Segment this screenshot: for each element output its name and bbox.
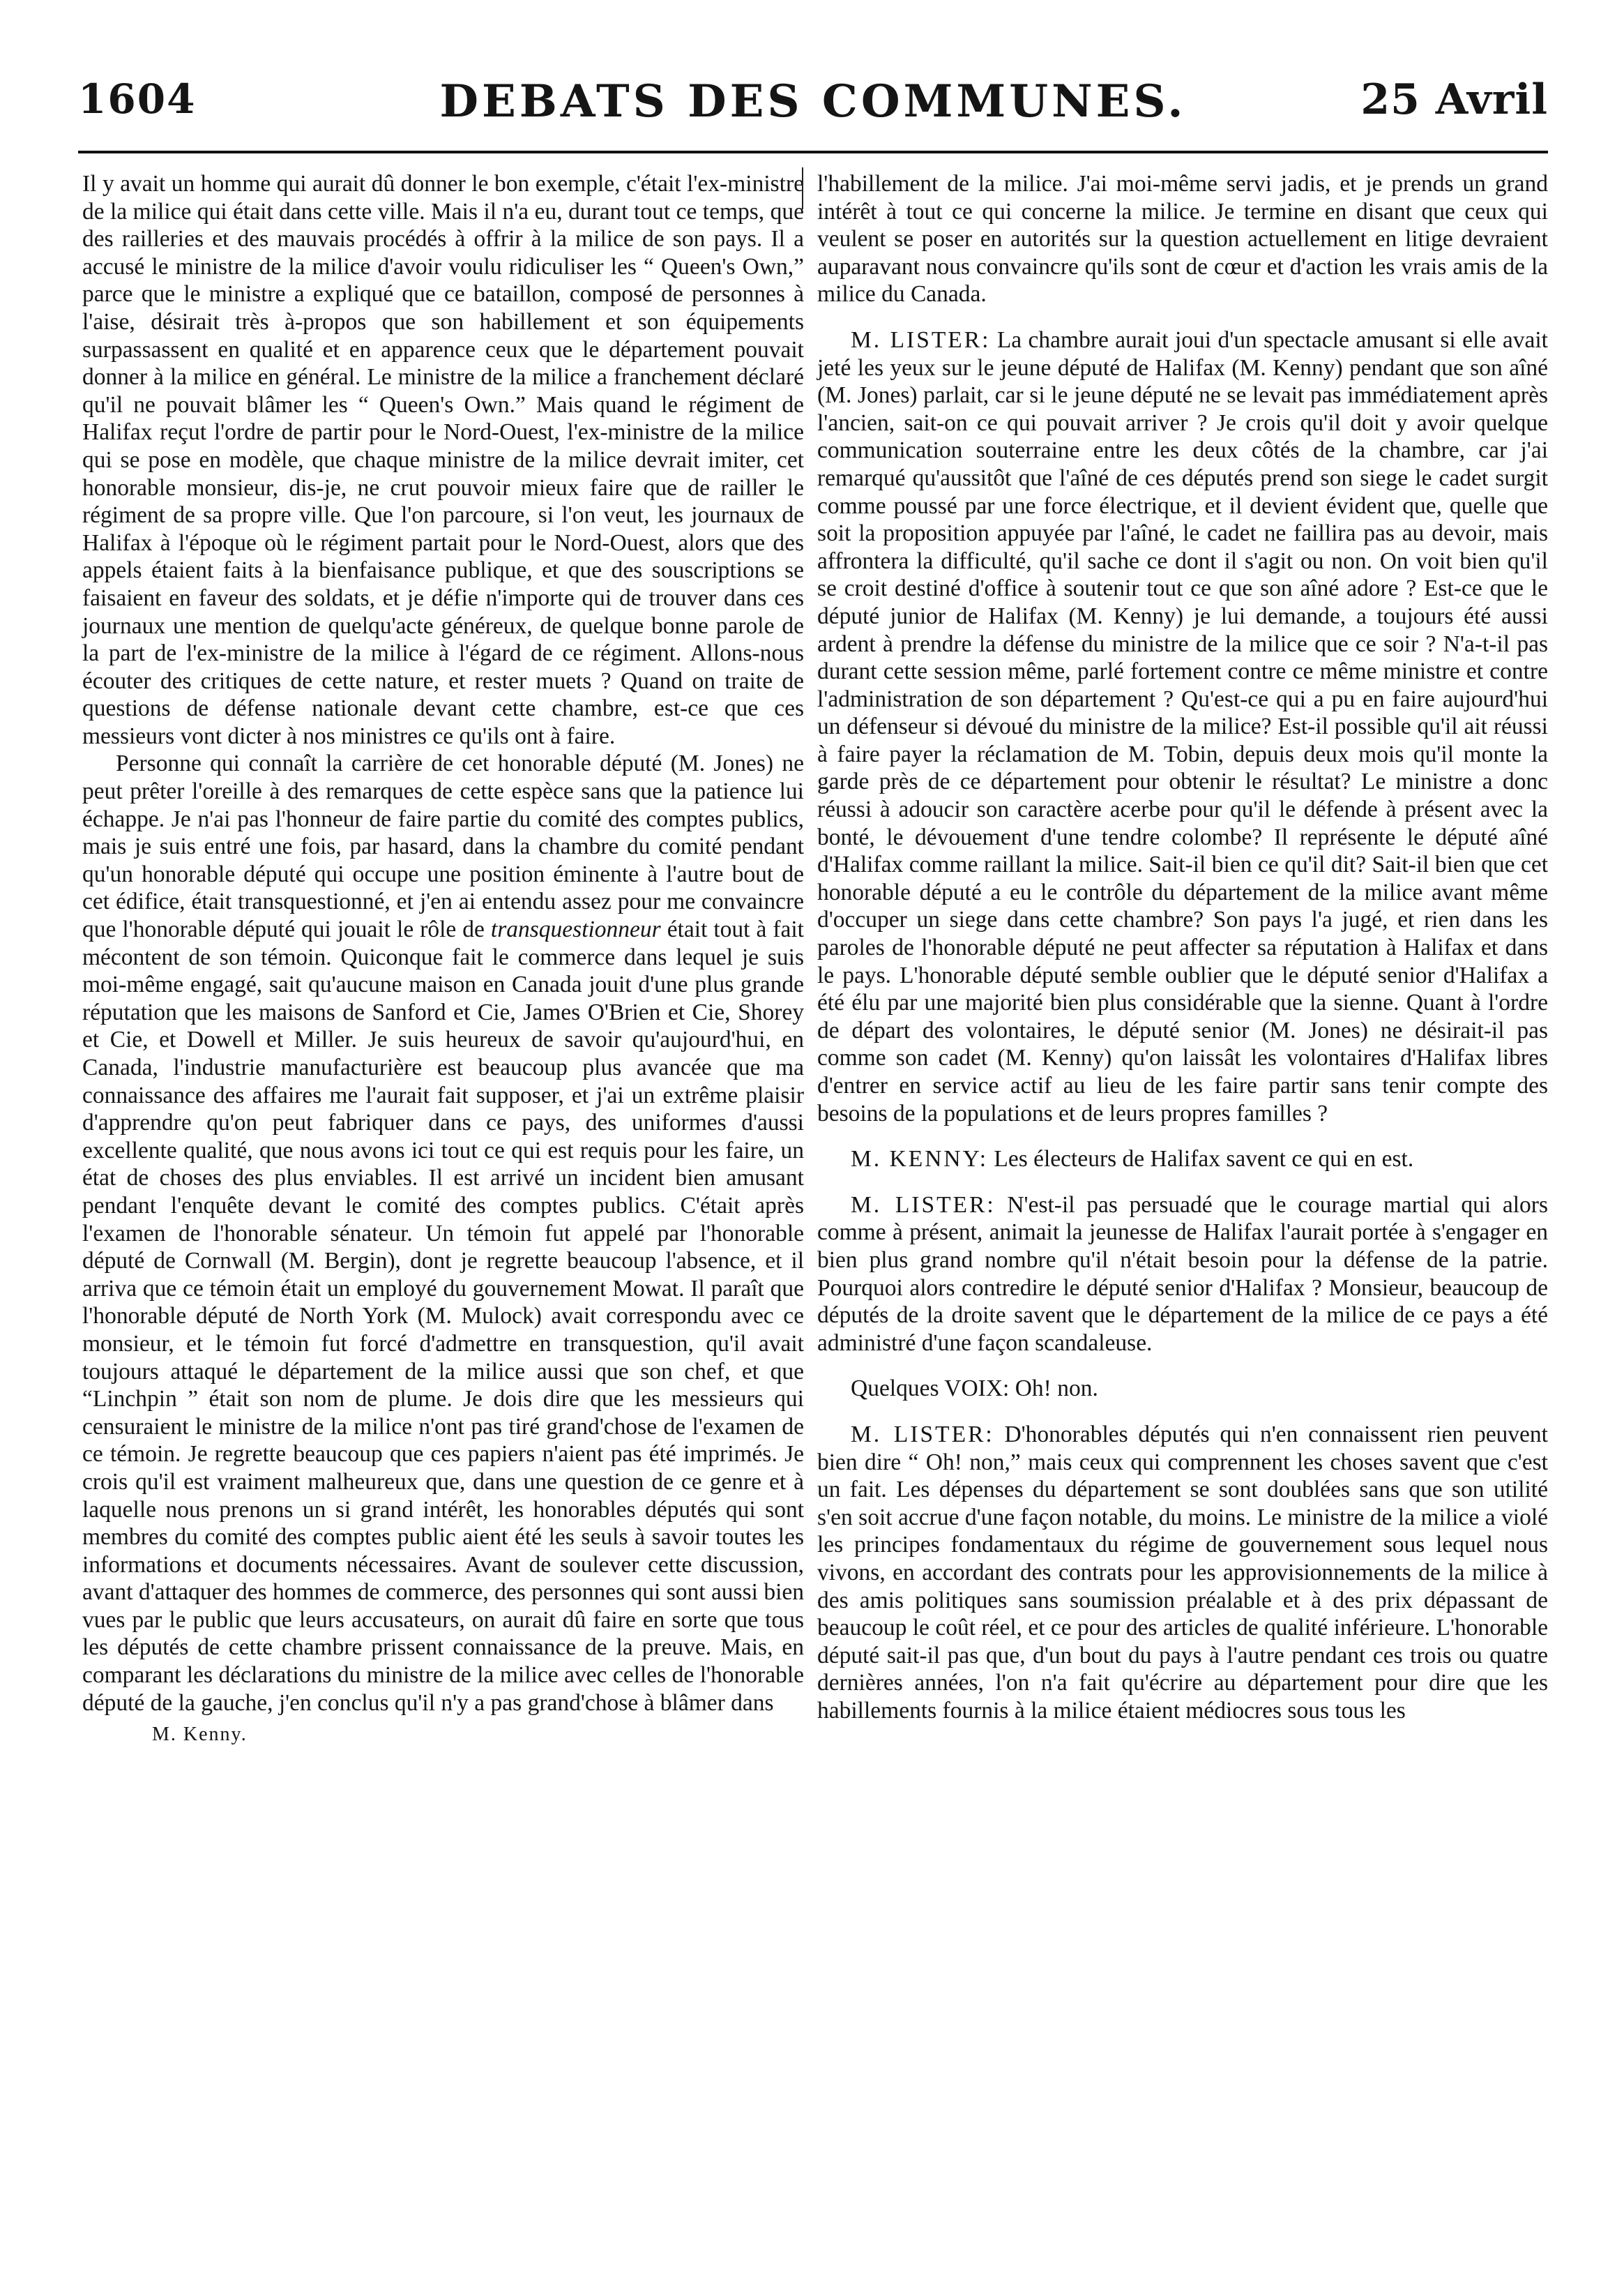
page-title: DEBATS DES COMMUNES. xyxy=(439,75,1187,128)
speaker-name: M. LISTER: xyxy=(851,326,991,353)
speaker-name: M. KENNY: xyxy=(851,1146,989,1173)
left-paragraph-2-text-b: était tout à fait mécontent de son témoin. Quiconque fait le commerce dans lequel je suis moi-même engagé, sait qu'aucune maison en Canada jouit d'une plus grande réputation que les maisons de Sanford et Cie, James O'Brien et Cie, Shorey et Cie, et Dowell et Miller. Je suis heureux de savoir qu'aujourd'hui, en Canada, l'industrie manufacturière est beaucoup plus avancée que ma connaissance des affaires me l'aurait fait supposer, et j'ai un extrême plaisir d'apprendre qu'on peut fabriquer dans ce pays, des uniformes d'aussi excellente qualité, que nous avons ici tout ce qui est requis pour les faire, un état de choses des plus enviables. Il est arrivé un incident bien amusant pendant l'enquête devant le comité des comptes publics. C'était après l'examen de l'honorable sénateur. Un témoin fut appelé par l'honorable député de Cornwall (M. Bergin), dont je regrette beaucoup l'absence, et il arriva que ce témoin était un employé du gouvernement Mowat. Il paraît que l'honorable député de North York (M. Mulock) avait correspondu avec ce monsieur, et le témoin fut forcé d'admettre en transquestion, qu'il avait toujours attaqué le département de la milice aussi que son chef, et que “Linchpin ” était son nom de plume. Je dois dire que les messieurs qui censuraient le ministre de la milice n'ont pas tiré grand'chose de l'examen de ce témoin. Je regrette beaucoup que ces papiers n'aient pas été imprimés. Je crois qu'il est vraiment malheureux que, dans une question de ce genre et à laquelle nous prenons un si grand intérêt, les honorables députés qui sont membres du comité des comptes public aient été les seuls à savoir toutes les informations et documents nécessaires. Avant de soulever cette discussion, avant d'attaquer des hommes de commerce, des personnes qui sont aussi bien vues par le public que leurs accusateurs, on aurait dû faire en sorte que tous les députés de cette chambre prissent connaissance de la preuve. Mais, en comparant les déclarations du ministre de la milice avec celles de l'honorable député de la gauche, j'en conclus qu'il n'y a pas grand'chose à blâmer dans xyxy=(82,917,804,1716)
speaker-name: M. LISTER: xyxy=(851,1191,996,1218)
left-paragraph-1: Il y avait un homme qui aurait dû donner le bon exemple, c'était l'ex-ministre de la milice qui était dans cette ville. Mais il n'a eu, durant tout ce temps, que des railleries et des mauvais procédés à offrir à la milice de son pays. Il a accusé le ministre de la milice d'avoir voulu ridiculiser les “ Queen's Own,” parce que le ministre a expliqué que ce bataillon, composé de personnes à l'aise, désirait très à-propos que son habillement et son équipements surpassassent en qualité et en apparence ceux que le département pouvait donner à la milice en général. Le ministre de la milice a franchement déclaré qu'il ne pouvait blâmer les “ Queen's Own.” Mais quand le régiment de Halifax reçut l'ordre de partir pour le Nord-Ouest, l'ex-ministre de la milice qui se pose en modèle, que chaque ministre de la milice devrait imiter, cet honorable monsieur, dis-je, ne crut pouvoir mieux faire que de railler le régiment de sa propre ville. Que l'on parcoure, si l'on veut, les journaux de Halifax à l'époque où le régiment partait pour le Nord-Ouest, alors que des appels étaient faits à la bienfaisance publique, et que des souscriptions se faisaient en faveur des soldats, et je défie n'importe qui de trouver dans ces journaux une mention de quelqu'acte généreux, de quelque bonne parole de la part de l'ex-ministre de la milice à l'égard de ce régiment. Allons-nous écouter des critiques de cette nature, et rester muets ? Quand on traite de questions de défense nationale devant cette chambre, est-ce que ces messieurs vont dicter à nos ministres ce qu'ils ont à faire. xyxy=(82,171,804,749)
right-column xyxy=(817,170,1548,1724)
speech-text: Les électeurs de Halifax savent ce qui en est. xyxy=(988,1146,1414,1173)
right-paragraph-4 xyxy=(817,1191,1548,1357)
speaker-name: Quelques VOIX: xyxy=(851,1375,1010,1402)
left-paragraph-2-text-a: Personne qui connaît la carrière de cet honorable député (M. Jones) ne peut prêter l'oreille à des remarques de cette espèce sans que la patience lui échappe. Je n'ai pas l'honneur de faire partie du comité des comptes publics, mais je suis entré une fois, par hasard, dans la chambre du comité pendant qu'un honorable député qui occupe une position éminente à l'autre bout de cet édifice, était transquestionné, et j'en ai entendu assez pour me convaincre que l'honorable député qui jouait le rôle de xyxy=(82,751,804,943)
speech-text: Oh! non. xyxy=(1009,1375,1098,1402)
right-paragraph-1: l'habillement de la milice. J'ai moi-même servi jadis, et je prends un grand intérêt à tout ce qui concerne la milice. Je termine en disant que ceux qui veulent se poser en autorités sur la question actuellement en litige devraient auparavant nous convaincre qu'ils sont de cœur et d'action les vrais amis de la milice du Canada. xyxy=(817,171,1548,308)
right-paragraph-6 xyxy=(817,1421,1548,1725)
page-header xyxy=(78,75,1548,145)
right-paragraph-3 xyxy=(817,1145,1548,1173)
speech-text: La chambre aurait joui d'un spectacle amusant si elle avait jeté les yeux sur le jeune député de Halifax (M. Kenny) pendant que son aîné (M. Jones) parlait, car si le jeune député ne se levait pas immédiatement après l'ancien, sait-on ce qui pouvait arriver ? Je crois qu'il doit y avoir quelque communication souterraine entre les deux côtés de la chambre, car j'ai remarqué qu'aussitôt que l'aîné de ces députés prend son siege le cadet surgit comme poussé par une force électrique, et il devient évident que, quelle que soit la proposition appuyée par l'aîné, le cadet ne faillira pas au devoir, mais affrontera la difficulté, qu'il sache ce dont il s'agit ou non. On voit bien qu'il se croit destiné d'office à soutenir tout ce que son aîné adore ? Est-ce que le député junior de Halifax (M. Kenny) je lui demande, a toujours été aussi ardent à prendre la défense du ministre de la milice que ce soir ? N'a-t-il pas durant cette session même, parlé fortement contre ce même ministre et contre l'administration de son département ? Qu'est-ce qui a pu en faire aujourd'hui un défenseur si dévoué du ministre de la milice? Est-il possible qu'il ait réussi à faire payer la réclamation de M. Tobin, depuis deux mois qu'il monte la garde près de ce département pour obtenir le résultat? Le ministre a donc réussi à adoucir son caractère acerbe pour qu'il le défende à présent avec la bonté, le dévouement d'une tendre colombe? Il représente le député aîné d'Halifax comme raillant la milice. Sait-il bien ce qu'il dit? Sait-il bien que cet honorable député a eu le contrôle du département de la milice avant même d'occuper un siege dans cette chambre? Son pays l'a jugé, et rien dans les paroles de l'honorable député ne peut affecter sa réputation à Halifax et dans le pays. L'honorable député semble oublier que le député senior d'Halifax a été élu par une majorité bien plus considérable que la sienne. Quant à l'ordre de départ des volontaires, le député senior (M. Jones) ne désirait-il pas comme son cadet (M. Kenny) qu'on laissât les volontaires d'Halifax libres d'entrer en service actif au lieu de les faire partir sans tenir compte des besoins de la populations et de leurs propres familles ? xyxy=(817,326,1548,1126)
speech-text: D'honorables députés qui n'en connaissent rien peuvent bien dire “ Oh! non,” mais ceux qui comprennent les choses savent que c'est un fait. Les dépenses du département se sont doublées sans que son utilité s'en soit accrue d'une façon notable, du moins. Le ministre de la milice a violé les principes fondamentaux du régime de gouvernement sous lequel nous vivons, en accordant des contrats pour les approvisionnements de la milice à des amis politiques sans soumission préalable et à des prix dépassant de beaucoup le coût réel, et ce pour des articles de qualité inférieure. L'honorable député sait-il pas que, d'un bout du pays à l'autre pendant ces trois ou quatre dernières années, l'on n'a fait qu'écrire au département pour dire que les habillements fournis à la milice étaient médiocres sous tous les xyxy=(817,1421,1548,1724)
right-paragraph-2 xyxy=(817,326,1548,1127)
speaker-name: M. LISTER: xyxy=(851,1421,994,1447)
left-paragraph-2 xyxy=(82,750,804,1717)
page-date: 25 Avril xyxy=(1360,75,1548,124)
page-number: 1604 xyxy=(78,75,197,123)
speaker-signature: M. Kenny. xyxy=(152,1724,248,1746)
column-separator xyxy=(802,167,803,209)
header-rule xyxy=(78,151,1548,153)
left-column xyxy=(82,170,804,1749)
right-paragraph-5 xyxy=(817,1375,1548,1403)
italic-term: transquestionneur xyxy=(490,917,661,943)
speech-text: N'est-il pas persuadé que le courage martial qui alors comme à présent, animait la jeunesse de Halifax l'aurait portée à s'engager en bien plus grand nombre qu'il n'était besoin pour la défense de la patrie. Pourquoi alors contredire le député senior d'Halifax ? Monsieur, beaucoup de députés de la droite savent que le département de la milice de ce pays a été administré d'une façon scandaleuse. xyxy=(817,1191,1548,1356)
